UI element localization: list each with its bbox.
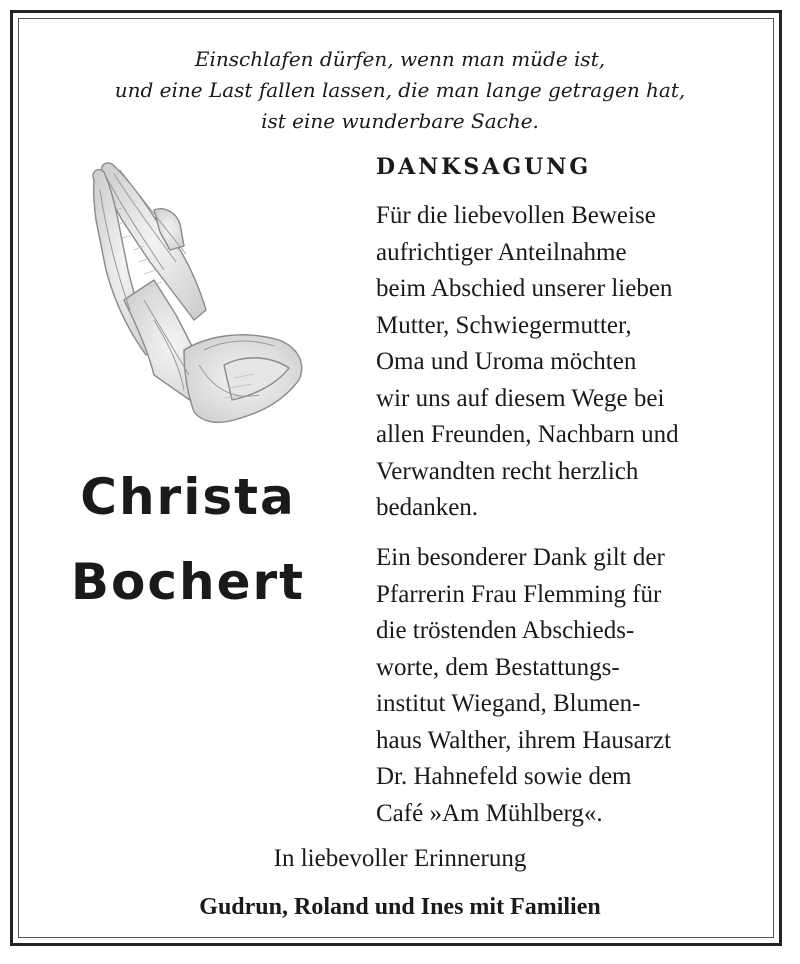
paragraph-line: institut Wiegand, Blumen- xyxy=(376,690,641,717)
motto-line-1: Einschlafen dürfen, wenn man müde ist, xyxy=(194,47,606,71)
paragraph-line: worte, dem Bestattungs- xyxy=(376,653,620,681)
closing-remembrance: In liebevoller Erinnerung xyxy=(273,845,527,872)
deceased-last-name: Bochert xyxy=(70,553,306,611)
paragraph-line: Oma und Uroma möchten xyxy=(376,348,637,375)
paragraph-line: bedanken. xyxy=(376,494,479,521)
paragraph-line: Café »Am Mühlberg«. xyxy=(376,799,603,827)
motto-line-2: und eine Last fallen lassen, die man lange getragen hat, xyxy=(114,78,686,102)
heading-danksagung: DANKSAGUNG xyxy=(376,154,592,180)
paragraph-line: Verwandten recht herzlich xyxy=(376,457,639,485)
deceased-first-name: Christa xyxy=(80,468,296,526)
thanks-paragraph-1 xyxy=(376,198,776,527)
paragraph-line: Mutter, Schwiegermutter, xyxy=(376,311,632,339)
paragraph-line: Für die liebevollen Beweise xyxy=(376,202,656,229)
paragraph-line: Dr. Hahnefeld sowie dem xyxy=(376,763,632,790)
thanks-paragraph-2 xyxy=(376,540,776,832)
praying-hands-illustration xyxy=(84,150,314,435)
paragraph-line: Pfarrerin Frau Flemming für xyxy=(376,580,662,608)
paragraph-line: aufrichtiger Anteilnahme xyxy=(376,238,627,266)
paragraph-line: Ein besonderer Dank gilt der xyxy=(376,544,665,571)
paragraph-line: die tröstenden Abschieds- xyxy=(376,617,635,644)
signers-names: Gudrun, Roland und Ines mit Familien xyxy=(199,894,601,920)
motto-line-3: ist eine wunderbare Sache. xyxy=(261,109,539,133)
paragraph-line: wir uns auf diesem Wege bei xyxy=(376,384,665,412)
paragraph-line: allen Freunden, Nachbarn und xyxy=(376,421,679,448)
paragraph-line: haus Walther, ihrem Hausarzt xyxy=(376,726,672,754)
motto-verse xyxy=(0,44,800,137)
paragraph-line: beim Abschied unserer lieben xyxy=(376,275,673,302)
